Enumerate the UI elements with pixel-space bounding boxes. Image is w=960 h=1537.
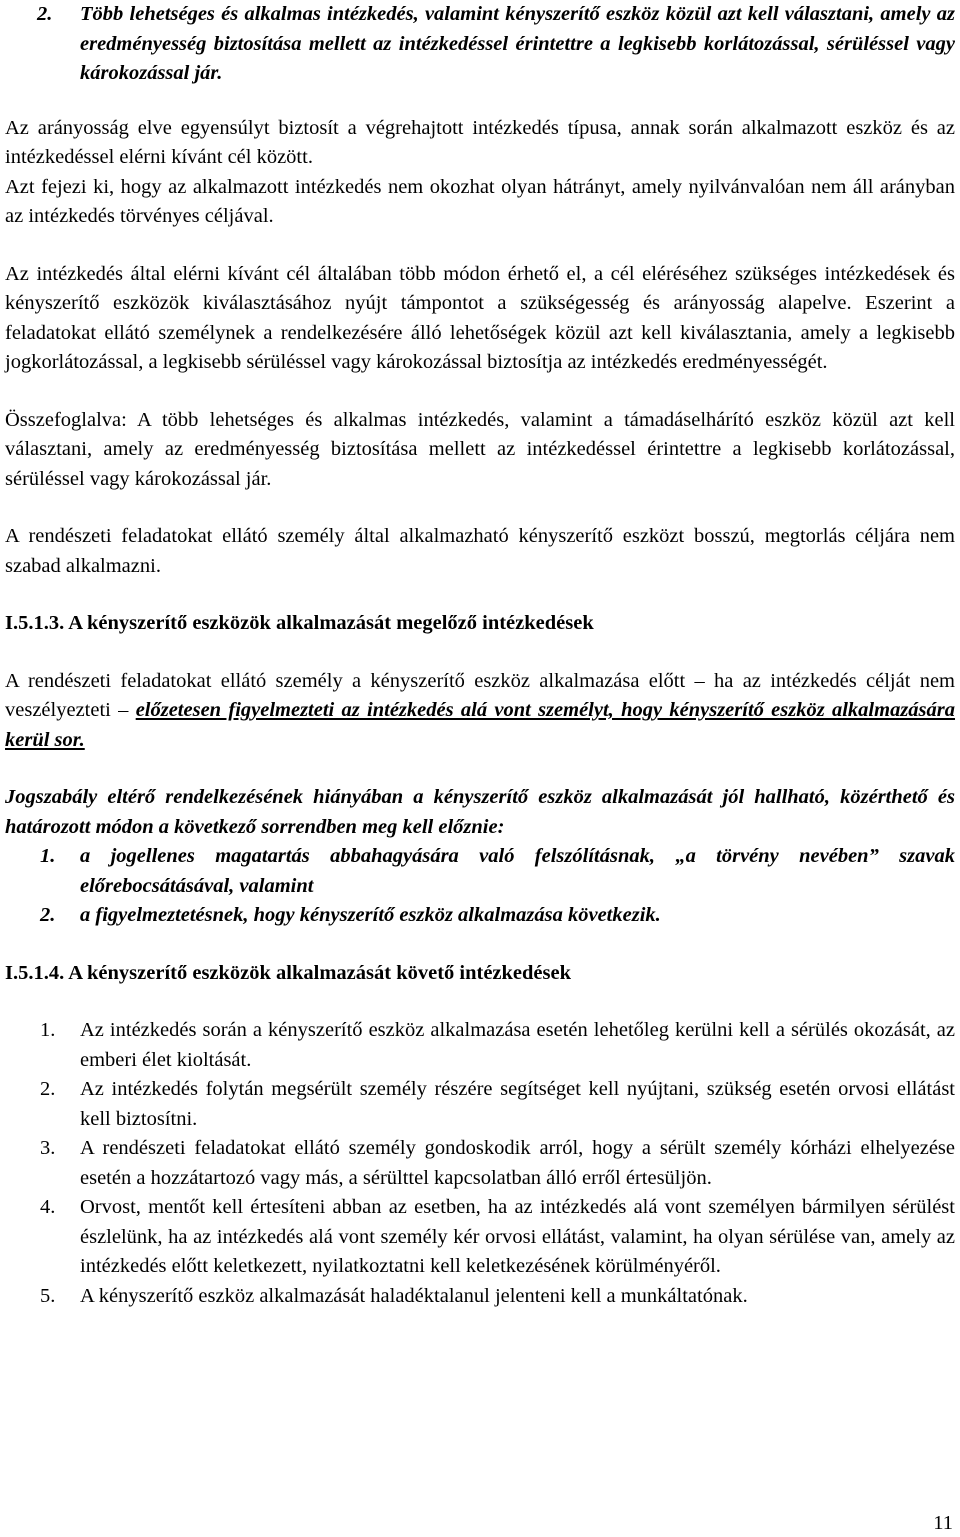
page-number: 11 [933, 1512, 953, 1534]
follow-up-item [5, 1282, 955, 1312]
rule-intro-paragraph: Jogszabály eltérő rendelkezésének hiányában a kényszerítő eszköz alkalmazását jól hallható, közérthető és határozott módon a következő sorrendben meg kell előznie: [5, 786, 955, 838]
follow-up-item-text: A rendészeti feladatokat ellátó személy gondoskodik arról, hogy a sérült személy kórházi elhelyezése esetén a hozzátartozó vagy más, a sérülttel kapcsolatban álló erről értesüljön. [80, 1137, 955, 1189]
follow-up-item-number: 5. [40, 1284, 56, 1307]
principle-item-text: Több lehetséges és alkalmas intézkedés, valamint kényszerítő eszköz közül azt kell választani, amely az eredményesség biztosítása mellett az intézkedéssel érintettre a legkisebb korlátozással, sérüléssel vagy károkozással jár. [80, 3, 955, 84]
proportionality-explanation: Azt fejezi ki, hogy az alkalmazott intézkedés nem okozhat olyan hátrányt, amely nyilvánvalóan nem áll arányban az intézkedés törvényes céljával. [5, 175, 955, 227]
prior-warning-emphasis: előzetesen figyelmezteti az intézkedés alá vont személyt, hogy kényszerítő eszköz alkalmazására kerül sor. [5, 699, 956, 751]
principle-list [5, 0, 955, 89]
follow-up-item [5, 1193, 955, 1282]
section-title-follow-up-measures: I.5.1.4. A kényszerítő eszközök alkalmazását követő intézkedések [5, 961, 571, 984]
summary-paragraph: Összefoglalva: A több lehetséges és alkalmas intézkedés, valamint a támadáselhárító eszköz közül azt kell választani, amely az eredményesség biztosítása mellett az intézkedéssel érintettre a legkisebb korlátozással, sérüléssel vagy károkozással jár. [5, 408, 955, 490]
rule-item [5, 842, 955, 901]
principle-item-2 [5, 0, 955, 89]
document-page [5, 0, 955, 1311]
rule-item [5, 901, 955, 931]
rule-item-text: a figyelmeztetésnek, hogy kényszerítő eszköz alkalmazása következik. [80, 904, 661, 926]
prior-warning-paragraph [5, 667, 955, 756]
follow-up-item [5, 1075, 955, 1134]
follow-up-item-number: 3. [40, 1137, 56, 1159]
rule-item-number: 2. [40, 904, 56, 926]
follow-up-item [5, 1016, 955, 1075]
follow-up-item-text: Az intézkedés során a kényszerítő eszköz alkalmazása esetén lehetőleg kerülni kell a sérülés okozását, az emberi élet kioltását. [80, 1019, 955, 1071]
section-title-prior-measures: I.5.1.3. A kényszerítő eszközök alkalmazását megelőző intézkedések [5, 612, 594, 634]
proportionality-paragraph: Az arányosság elve egyensúlyt biztosít a végrehajtott intézkedés típusa, annak során alkalmazott eszköz és az intézkedéssel elérni kívánt cél között. [5, 116, 955, 168]
follow-up-item-number: 4. [40, 1196, 56, 1218]
follow-up-item-text: A kényszerítő eszköz alkalmazását haladéktalanul jelenteni kell a munkáltatónak. [80, 1284, 748, 1307]
rule-item-text: a jogellenes magatartás abbahagyására való felszólításnak, „a törvény nevében” szavak előrebocsátásával, valamint [80, 845, 955, 897]
necessity-paragraph: Az intézkedés által elérni kívánt cél általában több módon érhető el, a cél eléréséhez szükséges intézkedések és kényszerítő eszközök kiválasztásához nyújt támpontot a szükségesség és arányosság alapelve. Eszerint a feladatokat ellátó személynek a rendelkezésére álló lehetőségek közül azt kell kiválasztania, amely a legkisebb jogkorlátozással, a legkisebb sérüléssel vagy károkozással biztosítja az intézkedés eredményességét. [5, 262, 955, 373]
follow-up-list [5, 1016, 955, 1311]
rule-list [5, 842, 955, 931]
follow-up-item-number: 2. [40, 1078, 56, 1100]
follow-up-item-number: 1. [40, 1019, 56, 1041]
rule-item-number: 1. [40, 845, 56, 867]
follow-up-item-text: Orvost, mentőt kell értesíteni abban az esetben, ha az intézkedés alá vont személyen bármilyen sérülést észlelünk, ha az intézkedés alá vont személy kér orvosi ellátást, valamint, ha olyan sérülése van, amely az intézkedés előtt keletkezett, nyilatkoztatni kell keletkezésének körülményéről. [80, 1196, 955, 1277]
follow-up-item-text: Az intézkedés folytán megsérült személy részére segítséget kell nyújtani, szükség esetén orvosi ellátást kell biztosítni. [80, 1078, 955, 1130]
prior-warning-text: A rendészeti feladatokat ellátó személy a kényszerítő eszköz alkalmazása előtt – ha az intézkedés célját nem veszélyezteti – [5, 669, 955, 721]
revenge-prohibition-paragraph: A rendészeti feladatokat ellátó személy által alkalmazható kényszerítő eszközt bosszú, megtorlás céljára nem szabad alkalmazni. [5, 525, 955, 577]
follow-up-item [5, 1134, 955, 1193]
principle-item-number: 2. [37, 3, 53, 25]
